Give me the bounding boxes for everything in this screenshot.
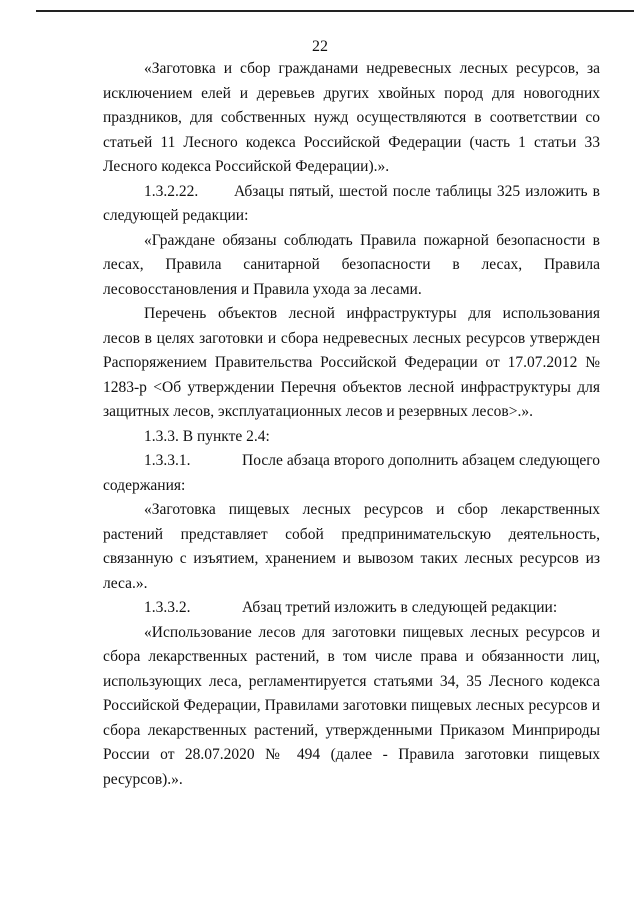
paragraph-9 — [103, 621, 600, 793]
paragraph-text: Перечень объектов лесной инфраструктуры для использования лесов в целях заготовки и сбора недревесных лесных ресурсов утвержден Распоряжением Правительства Российской Федерации от 17.07.2012 № 1283-р <Об утверждении Перечня объектов лесной инфраструктуры для защитных лесов, эксплуатационных лесов и резервных лесов>.». — [103, 305, 600, 420]
item-number: 1.3.3.1. — [144, 452, 191, 469]
paragraph-7 — [103, 498, 600, 596]
paragraph-text: «Заготовка и сбор гражданами недревесных лесных ресурсов, за исключением елей и деревьев других хвойных пород для новогодних праздников, для собственных нужд осуществляются в соответствии со статьей 11 Лесного кодекса Российской Федерации (часть 1 статьи 33 Лесного кодекса Российской Федерации).». — [103, 60, 600, 175]
paragraph-text: 1.3.3. В пункте 2.4: — [144, 427, 270, 445]
paragraph-text: «Заготовка пищевых лесных ресурсов и сбор лекарственных растений представляет собой предпринимательскую деятельность, связанную с изъятием, хранением и вывозом таких лесных ресурсов из леса.». — [103, 501, 600, 592]
item-number: 1.3.2.22. — [144, 182, 199, 200]
paragraph-text: Абзацы пятый, шестой после таблицы 325 изложить в следующей редакции: — [103, 182, 600, 224]
paragraph-8 — [103, 596, 600, 621]
document-body — [103, 57, 600, 792]
item-number: 1.3.3.2. — [144, 599, 191, 616]
paragraph-text: Абзац третий изложить в следующей редакции: — [242, 599, 558, 616]
paragraph-1 — [103, 57, 600, 180]
paragraph-4 — [103, 302, 600, 425]
paragraph-6 — [103, 449, 600, 498]
paragraph-3 — [103, 229, 600, 303]
paragraph-text: «Граждане обязаны соблюдать Правила пожарной безопасности в лесах, Правила санитарной безопасности в лесах, Правила лесовосстановления и Правила ухода за лесами. — [103, 231, 600, 298]
top-rule — [36, 10, 634, 12]
paragraph-text: «Использование лесов для заготовки пищевых лесных ресурсов и сбора лекарственных растений, в том числе права и обязанности лиц, использующих леса, регламентируется статьями 34, 35 Лесного кодекса Российской Федерации, Правилами заготовки пищевых лесных ресурсов и сбора лекарственных растений, утвержденными Приказом Минприроды России от 28.07.2020 № 494 (далее - Правила заготовки пищевых ресурсов).». — [103, 623, 600, 788]
page-number: 22 — [312, 38, 328, 55]
paragraph-text: После абзаца второго дополнить абзацем следующего содержания: — [103, 452, 600, 494]
paragraph-5 — [103, 425, 600, 450]
paragraph-2 — [103, 180, 600, 229]
